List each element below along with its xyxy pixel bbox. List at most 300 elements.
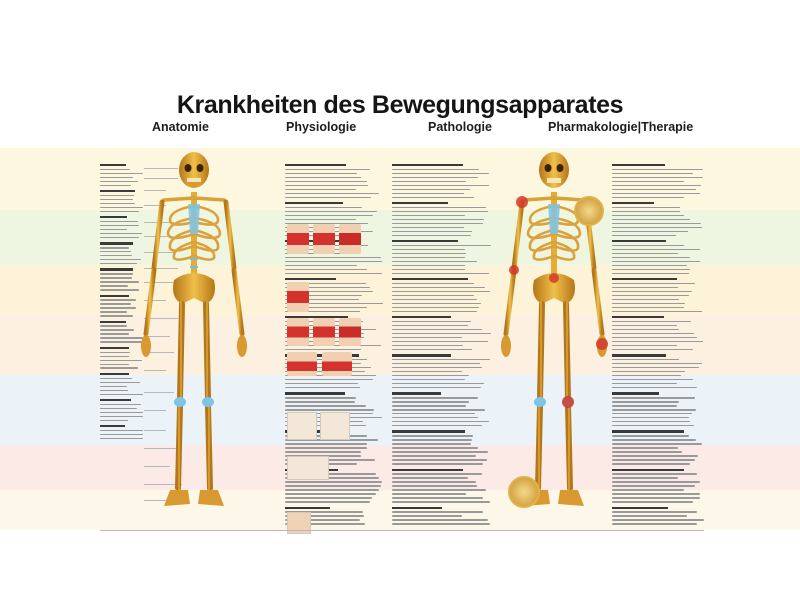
text-line xyxy=(392,455,476,456)
text-line xyxy=(392,367,482,368)
text-line xyxy=(285,409,374,410)
text-line xyxy=(392,477,468,478)
text-line xyxy=(392,177,478,178)
text-line xyxy=(392,359,490,360)
text-line xyxy=(392,417,478,418)
text-line xyxy=(285,481,382,482)
text-line xyxy=(612,337,697,338)
text-line xyxy=(612,493,700,494)
anatomy-label-line xyxy=(100,263,137,264)
text-line xyxy=(392,329,482,330)
text-line xyxy=(612,341,703,342)
text-heading-line xyxy=(612,392,659,394)
text-line xyxy=(285,173,357,174)
anatomy-label-line xyxy=(100,434,143,435)
text-line xyxy=(612,485,695,486)
anatomy-label-line xyxy=(100,394,143,395)
anatomy-label-line xyxy=(100,181,138,182)
text-line xyxy=(612,501,693,502)
text-line xyxy=(285,451,361,452)
anatomy-label-line xyxy=(100,289,139,290)
text-heading-line xyxy=(612,430,684,432)
exercise-photo-2 xyxy=(313,224,335,254)
text-line xyxy=(612,363,702,364)
text-line xyxy=(285,177,361,178)
anatomy-label-line xyxy=(100,378,132,379)
text-line xyxy=(612,325,677,326)
anatomy-label-line xyxy=(100,259,141,260)
anatomy-label-heading xyxy=(100,242,133,244)
text-line xyxy=(612,439,696,440)
anatomy-label-line xyxy=(100,352,130,353)
text-line xyxy=(392,421,489,422)
text-line xyxy=(392,295,474,296)
anatomy-label-heading xyxy=(100,268,133,270)
anatomy-label-heading xyxy=(100,425,125,427)
text-line xyxy=(612,463,690,464)
text-line xyxy=(285,383,358,384)
text-line xyxy=(612,211,680,212)
text-line xyxy=(612,405,677,406)
anatomy-label-line xyxy=(100,386,127,387)
text-line xyxy=(392,473,482,474)
text-line xyxy=(392,439,472,440)
anatomy-label-line xyxy=(100,169,130,170)
text-line xyxy=(392,265,465,266)
anatomy-label-line xyxy=(100,438,143,439)
skull xyxy=(179,152,209,188)
text-heading-line xyxy=(392,202,448,204)
knees xyxy=(174,397,214,407)
text-line xyxy=(392,223,483,224)
text-line xyxy=(392,451,488,452)
text-heading-line xyxy=(285,392,345,394)
text-line xyxy=(612,497,700,498)
text-line xyxy=(392,481,476,482)
text-line xyxy=(392,287,485,288)
hands xyxy=(141,335,247,357)
inflammation-markers xyxy=(509,196,608,408)
text-line xyxy=(392,207,486,208)
anatomy-label-line xyxy=(100,195,134,196)
text-line xyxy=(392,515,462,516)
text-heading-line xyxy=(285,507,330,509)
text-line xyxy=(392,303,481,304)
anatomy-label-line xyxy=(100,211,139,212)
anatomy-label-heading xyxy=(100,295,129,297)
section-physiologie: Physiologie xyxy=(286,120,357,134)
text-heading-line xyxy=(612,278,677,280)
text-line xyxy=(285,207,362,208)
exercise-photo-6 xyxy=(313,318,335,346)
text-line xyxy=(392,291,490,292)
feet xyxy=(164,490,224,506)
text-line xyxy=(612,425,694,426)
shoulder-zoom-circle xyxy=(574,196,604,226)
pathologie-text-column xyxy=(392,160,492,525)
text-line xyxy=(285,169,370,170)
text-line xyxy=(612,219,690,220)
text-heading-line xyxy=(612,507,668,509)
text-line xyxy=(392,193,464,194)
anatomy-label-line xyxy=(100,233,142,234)
exercise-photo-8 xyxy=(287,352,317,376)
text-line xyxy=(612,185,701,186)
text-line xyxy=(612,375,681,376)
text-line xyxy=(285,447,367,448)
anatomy-label-line xyxy=(100,390,128,391)
text-line xyxy=(612,455,698,456)
anatomy-label-line xyxy=(100,367,138,368)
anatomy-label-line xyxy=(100,285,128,286)
text-line xyxy=(612,329,679,330)
text-line xyxy=(392,489,486,490)
text-line xyxy=(612,253,678,254)
text-line xyxy=(392,311,477,312)
text-line xyxy=(612,345,677,346)
text-line xyxy=(392,363,480,364)
anatomy-detail-thumb-2 xyxy=(320,412,350,440)
text-line xyxy=(612,227,702,228)
text-line xyxy=(392,257,465,258)
text-line xyxy=(612,307,684,308)
exercise-photo-1 xyxy=(287,224,309,254)
text-line xyxy=(612,333,694,334)
text-heading-line xyxy=(392,507,442,509)
text-line xyxy=(612,295,689,296)
text-line xyxy=(392,341,488,342)
text-line xyxy=(392,273,489,274)
text-line xyxy=(392,413,475,414)
skull-right xyxy=(539,152,569,188)
exercise-photo-5 xyxy=(287,318,309,346)
text-line xyxy=(392,379,465,380)
text-heading-line xyxy=(612,316,664,318)
anatomy-label-heading xyxy=(100,347,129,349)
text-line xyxy=(612,321,691,322)
text-line xyxy=(392,387,481,388)
text-line xyxy=(612,303,685,304)
text-line xyxy=(392,197,474,198)
text-line xyxy=(612,511,697,512)
text-line xyxy=(612,443,702,444)
anatomy-label-heading xyxy=(100,399,131,401)
text-line xyxy=(285,193,379,194)
anatomy-label-line xyxy=(100,325,127,326)
anatomy-label-line xyxy=(100,203,135,204)
text-line xyxy=(612,371,685,372)
section-anatomie: Anatomie xyxy=(152,120,209,134)
text-heading-line xyxy=(392,278,468,280)
text-line xyxy=(612,299,679,300)
text-line xyxy=(612,287,678,288)
text-line xyxy=(285,197,371,198)
text-line xyxy=(612,269,690,270)
anatomy-label-line xyxy=(100,412,143,413)
text-heading-line xyxy=(612,240,666,242)
text-heading-line xyxy=(285,202,343,204)
anatomy-label-line xyxy=(100,251,131,252)
sternum-cartilage xyxy=(188,204,200,234)
text-line xyxy=(612,397,695,398)
text-line xyxy=(392,447,478,448)
anatomy-label-line xyxy=(100,341,142,342)
text-line xyxy=(612,273,689,274)
text-line xyxy=(285,501,370,502)
anatomy-label-line xyxy=(100,299,136,300)
text-line xyxy=(285,443,367,444)
text-line xyxy=(392,185,489,186)
text-line xyxy=(392,443,471,444)
text-line xyxy=(612,523,697,524)
text-line xyxy=(392,261,477,262)
text-heading-line xyxy=(612,354,666,356)
text-line xyxy=(612,413,692,414)
knee-zoom-circle xyxy=(508,476,540,508)
text-line xyxy=(285,185,368,186)
clavicles xyxy=(164,198,224,200)
pelvis xyxy=(173,273,215,304)
text-line xyxy=(392,249,465,250)
text-line xyxy=(392,169,479,170)
text-line xyxy=(285,493,376,494)
text-line xyxy=(392,497,483,498)
text-line xyxy=(612,235,676,236)
text-line xyxy=(285,261,382,262)
anatomy-label-line xyxy=(100,315,133,316)
text-line xyxy=(612,215,684,216)
text-line xyxy=(612,169,703,170)
text-line xyxy=(612,349,693,350)
anatomy-label-line xyxy=(100,356,129,357)
text-line xyxy=(612,261,700,262)
text-heading-line xyxy=(392,164,463,166)
text-line xyxy=(285,489,379,490)
anatomy-label-line xyxy=(100,408,137,409)
section-pathologie: Pathologie xyxy=(428,120,492,134)
anatomy-label-line xyxy=(100,404,141,405)
text-line xyxy=(392,409,485,410)
anatomy-label-heading xyxy=(100,216,127,218)
anatomy-detail-thumb-1 xyxy=(287,412,317,440)
anatomy-label-line xyxy=(100,277,132,278)
text-line xyxy=(285,181,367,182)
text-line xyxy=(392,371,462,372)
text-line xyxy=(612,189,696,190)
text-line xyxy=(392,345,463,346)
text-line xyxy=(392,485,477,486)
text-line xyxy=(285,497,372,498)
text-line xyxy=(392,397,478,398)
text-line xyxy=(612,489,684,490)
text-line xyxy=(285,211,377,212)
text-line xyxy=(612,177,703,178)
anatomy-label-heading xyxy=(100,190,135,192)
text-line xyxy=(612,193,700,194)
text-line xyxy=(612,383,677,384)
text-line xyxy=(612,249,700,250)
anatomy-label-line xyxy=(100,207,143,208)
text-line xyxy=(392,245,491,246)
anatomy-label-line xyxy=(100,237,139,238)
text-line xyxy=(392,325,468,326)
anatomy-label-line xyxy=(100,311,127,312)
text-line xyxy=(285,349,361,350)
text-heading-line xyxy=(612,202,654,204)
text-line xyxy=(392,173,489,174)
anatomy-label-line xyxy=(100,185,131,186)
text-line xyxy=(612,477,678,478)
anatomy-label-line xyxy=(100,364,129,365)
text-line xyxy=(612,359,679,360)
anatomy-label-line xyxy=(100,333,129,334)
text-line xyxy=(612,231,688,232)
text-line xyxy=(612,291,692,292)
text-heading-line xyxy=(392,469,463,471)
text-line xyxy=(612,409,696,410)
text-line xyxy=(285,485,381,486)
text-line xyxy=(392,333,491,334)
text-line xyxy=(392,235,471,236)
bottom-rule xyxy=(100,530,704,531)
text-line xyxy=(612,481,700,482)
anatomy-label-heading xyxy=(100,373,129,375)
text-line xyxy=(392,307,479,308)
text-line xyxy=(612,473,697,474)
text-line xyxy=(392,215,465,216)
text-line xyxy=(612,435,689,436)
text-line xyxy=(612,417,689,418)
text-heading-line xyxy=(392,240,458,242)
text-heading-line xyxy=(392,354,451,356)
text-heading-line xyxy=(612,469,684,471)
text-line xyxy=(285,397,356,398)
text-line xyxy=(612,459,695,460)
text-line xyxy=(612,367,699,368)
text-line xyxy=(612,451,682,452)
anatomy-label-line xyxy=(100,247,129,248)
text-line xyxy=(612,223,701,224)
text-line xyxy=(392,401,469,402)
poster-title: Krankheiten des Bewegungsapparates xyxy=(176,91,624,119)
text-line xyxy=(392,493,466,494)
text-line xyxy=(392,375,469,376)
therapie-text-column xyxy=(612,160,704,525)
anatomy-label-line xyxy=(100,329,134,330)
text-line xyxy=(285,379,373,380)
text-line xyxy=(612,379,693,380)
text-line xyxy=(392,383,484,384)
text-line xyxy=(392,523,490,524)
anatomy-label-line xyxy=(100,199,133,200)
text-line xyxy=(392,511,483,512)
text-line xyxy=(612,421,690,422)
text-line xyxy=(612,207,680,208)
anatomy-label-heading xyxy=(100,321,126,323)
anatomy-label-heading xyxy=(100,164,126,166)
anatomy-label-line xyxy=(100,303,131,304)
text-line xyxy=(392,321,471,322)
anatomy-label-line xyxy=(100,382,140,383)
text-line xyxy=(612,387,697,388)
text-line xyxy=(392,425,482,426)
legs xyxy=(178,304,210,488)
anatomy-label-line xyxy=(100,177,133,178)
anatomy-label-line xyxy=(100,307,136,308)
text-line xyxy=(285,215,373,216)
anatomy-detail-thumb-3 xyxy=(287,456,329,480)
text-line xyxy=(285,273,382,274)
text-line xyxy=(392,219,484,220)
text-heading-line xyxy=(285,164,346,166)
text-line xyxy=(392,231,472,232)
text-line xyxy=(392,337,462,338)
anatomy-label-line xyxy=(100,229,127,230)
anatomie-label-column xyxy=(100,160,144,525)
anatomy-label-line xyxy=(100,273,133,274)
text-line xyxy=(392,519,488,520)
text-line xyxy=(392,181,466,182)
anatomy-label-line xyxy=(100,337,143,338)
text-line xyxy=(392,227,464,228)
section-pharmakologie-therapie: Pharmakologie|Therapie xyxy=(548,120,694,134)
text-line xyxy=(612,181,684,182)
text-line xyxy=(285,269,367,270)
anatomy-label-line xyxy=(100,360,142,361)
anatomy-label-line xyxy=(100,173,143,174)
text-line xyxy=(285,401,355,402)
text-line xyxy=(392,189,470,190)
text-line xyxy=(392,283,474,284)
text-line xyxy=(612,197,684,198)
text-line xyxy=(392,459,487,460)
exercise-photo-4 xyxy=(287,282,309,312)
text-line xyxy=(612,265,687,266)
text-line xyxy=(612,519,704,520)
text-line xyxy=(285,405,366,406)
anatomy-label-line xyxy=(100,225,139,226)
text-line xyxy=(612,401,679,402)
text-heading-line xyxy=(285,278,336,280)
anatomy-label-line xyxy=(100,255,132,256)
text-heading-line xyxy=(612,164,665,166)
text-line xyxy=(612,245,684,246)
text-line xyxy=(285,387,360,388)
anatomy-label-line xyxy=(100,416,143,417)
text-line xyxy=(392,211,488,212)
text-heading-line xyxy=(392,316,451,318)
text-line xyxy=(285,265,357,266)
text-line xyxy=(392,435,473,436)
text-line xyxy=(392,349,472,350)
text-line xyxy=(612,257,690,258)
text-line xyxy=(612,311,702,312)
exercise-photo-3 xyxy=(339,224,361,254)
anatomy-label-line xyxy=(100,281,139,282)
text-line xyxy=(612,515,687,516)
text-line xyxy=(285,189,356,190)
exercise-photo-9 xyxy=(322,352,352,376)
anatomy-label-line xyxy=(100,430,143,431)
skeleton-left xyxy=(140,148,248,528)
text-line xyxy=(612,173,693,174)
text-line xyxy=(612,283,695,284)
text-heading-line xyxy=(392,430,465,432)
text-line xyxy=(392,501,490,502)
text-line xyxy=(612,447,678,448)
text-line xyxy=(392,269,465,270)
text-line xyxy=(392,405,466,406)
